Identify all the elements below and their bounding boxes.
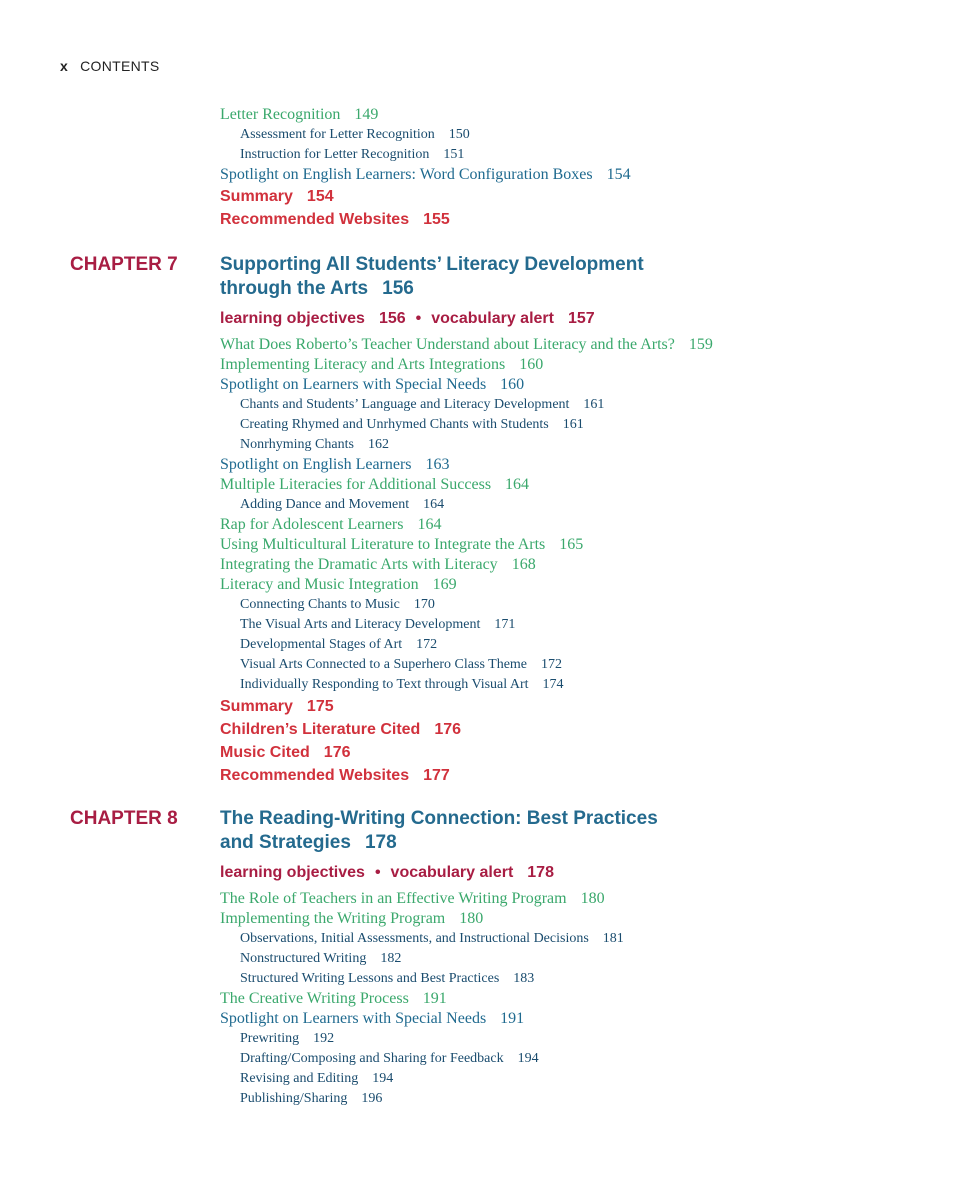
toc-entry[interactable] <box>220 355 960 375</box>
toc-entry-page: 160 <box>500 376 525 393</box>
toc-entry-title: Music Cited <box>220 744 310 761</box>
toc-entry-title: Nonstructured Writing <box>240 951 367 966</box>
toc-entry-page: 169 <box>432 576 457 593</box>
toc-entry-page: 151 <box>443 147 465 162</box>
chapter-8-title[interactable] <box>220 807 960 855</box>
toc-entry-page: 160 <box>519 356 544 373</box>
toc-entry-page: 194 <box>517 1051 539 1066</box>
toc-entry-title: Recommended Websites <box>220 211 410 228</box>
toc-entry-page: 176 <box>323 744 351 761</box>
toc-entry-title: Children’s Literature Cited <box>220 721 421 738</box>
toc-subentry[interactable] <box>220 615 960 635</box>
toc-entry-title: Creating Rhymed and Unrhymed Chants with Students <box>240 417 549 432</box>
toc-subentry[interactable] <box>220 145 960 165</box>
toc-entry[interactable] <box>220 909 960 929</box>
toc-section-entry[interactable] <box>220 764 960 787</box>
toc-entry-page: 170 <box>413 597 435 612</box>
toc-entry-title: Nonrhyming Chants <box>240 437 354 452</box>
toc-entry-title: The Role of Teachers in an Effective Writing Program <box>220 890 567 907</box>
toc-entry-title: Summary <box>220 188 293 205</box>
toc-entry-page: 180 <box>580 890 605 907</box>
toc-entry-title: Structured Writing Lessons and Best Practices <box>240 971 500 986</box>
toc-section-entry[interactable] <box>220 185 960 208</box>
toc-entry-title: Spotlight on English Learners: Word Configuration Boxes <box>220 166 593 183</box>
toc-entry-title: Using Multicultural Literature to Integrate the Arts <box>220 536 546 553</box>
toc-entry-page: 150 <box>448 127 470 142</box>
toc-entry-title: Connecting Chants to Music <box>240 597 400 612</box>
toc-entry-page: 177 <box>423 767 450 784</box>
learning-objectives-page: 156 <box>378 310 406 327</box>
chapter-7-block <box>220 253 960 787</box>
toc-subentry[interactable] <box>220 125 960 145</box>
bullet-separator: • <box>374 864 381 881</box>
toc-entry[interactable] <box>220 375 960 395</box>
page-number: x <box>60 58 69 74</box>
toc-entry-title: Letter Recognition <box>220 106 341 123</box>
chapter-7-title[interactable] <box>220 253 960 301</box>
chapter-8-objectives <box>220 863 960 883</box>
toc-entry-page: 183 <box>513 971 535 986</box>
running-head-title: CONTENTS <box>80 58 160 74</box>
toc-entry-title: Implementing Literacy and Arts Integrations <box>220 356 506 373</box>
toc-entry-title: Spotlight on English Learners <box>220 456 412 473</box>
toc-entry-page: 171 <box>494 617 516 632</box>
toc-entry-page: 165 <box>559 536 584 553</box>
toc-entry-title: Assessment for Letter Recognition <box>240 127 435 142</box>
chapter-8-label: CHAPTER 8 <box>70 808 178 829</box>
toc-entry-title: Adding Dance and Movement <box>240 497 410 512</box>
toc-entry-page: 191 <box>500 1010 525 1027</box>
toc-entry-title: Instruction for Letter Recognition <box>240 147 430 162</box>
toc-entry-title: Visual Arts Connected to a Superhero Class Theme <box>240 657 528 672</box>
toc-entry-title: Literacy and Music Integration <box>220 576 419 593</box>
toc-entry-title: Prewriting <box>240 1031 300 1046</box>
toc-entry[interactable] <box>220 575 960 595</box>
toc-entry-page: 163 <box>425 456 450 473</box>
chapter-title-line1: The Reading-Writing Connection: Best Practices <box>220 808 658 829</box>
toc-entry[interactable] <box>220 1009 960 1029</box>
toc-entry-page: 164 <box>505 476 530 493</box>
toc-subentry[interactable] <box>220 1029 960 1049</box>
toc-subentry[interactable] <box>220 675 960 695</box>
chapter-8-entries <box>220 889 960 1109</box>
toc-entry[interactable] <box>220 515 960 535</box>
toc-subentry[interactable] <box>220 949 960 969</box>
toc-subentry[interactable] <box>220 495 960 515</box>
toc-entry-page: 176 <box>434 721 462 738</box>
toc-entry-title: The Visual Arts and Literacy Development <box>240 617 481 632</box>
chapter-title-page: 156 <box>382 278 414 299</box>
toc-entry-title: Implementing the Writing Program <box>220 910 446 927</box>
toc-entry-title: What Does Roberto’s Teacher Understand about Literacy and the Arts? <box>220 336 675 353</box>
toc-entry-page: 174 <box>542 677 564 692</box>
chapter-6-tail <box>220 105 960 231</box>
toc-subentry[interactable] <box>220 1089 960 1109</box>
toc-entry-page: 194 <box>372 1071 394 1086</box>
vocabulary-alert-label[interactable]: vocabulary alert <box>390 864 514 881</box>
bullet-separator: • <box>415 310 422 327</box>
toc-entry-page: 149 <box>354 106 379 123</box>
toc-entry-page: 196 <box>361 1091 383 1106</box>
toc-entry[interactable] <box>220 989 960 1009</box>
toc-entry-page: 154 <box>606 166 631 183</box>
toc-entry-page: 172 <box>541 657 563 672</box>
toc-entry-page: 164 <box>417 516 442 533</box>
toc-entry-title: Rap for Adolescent Learners <box>220 516 404 533</box>
chapter-7-objectives <box>220 309 960 329</box>
toc-subentry[interactable] <box>220 969 960 989</box>
toc-entry-title: Developmental Stages of Art <box>240 637 403 652</box>
toc-subentry[interactable] <box>220 655 960 675</box>
toc-section-entry[interactable] <box>220 208 960 231</box>
toc-entry-page: 182 <box>380 951 402 966</box>
toc-entry-title: Publishing/Sharing <box>240 1091 348 1106</box>
vocabulary-alert-label[interactable]: vocabulary alert <box>431 310 554 327</box>
toc-entry-page: 159 <box>688 336 713 353</box>
toc-entry-page: 161 <box>562 417 584 432</box>
toc-entry-page: 154 <box>306 188 334 205</box>
chapter-title-page: 178 <box>364 832 397 853</box>
toc-entry-title: Chants and Students’ Language and Literacy Development <box>240 397 570 412</box>
toc-subentry[interactable] <box>220 635 960 655</box>
toc-subentry[interactable] <box>220 435 960 455</box>
toc-entry[interactable] <box>220 889 960 909</box>
toc-subentry[interactable] <box>220 929 960 949</box>
toc-entry[interactable] <box>220 475 960 495</box>
toc-subentry[interactable] <box>220 1049 960 1069</box>
toc-entry-page: 192 <box>313 1031 335 1046</box>
chapter-title-line2: through the Arts <box>220 278 369 299</box>
toc-subentry[interactable] <box>220 395 960 415</box>
vocabulary-alert-page: 157 <box>567 310 595 327</box>
toc-entry-page: 172 <box>416 637 438 652</box>
toc-entry-title: The Creative Writing Process <box>220 990 409 1007</box>
toc-subentry[interactable] <box>220 415 960 435</box>
toc-entry-title: Recommended Websites <box>220 767 410 784</box>
toc-entry-title: Drafting/Composing and Sharing for Feedback <box>240 1051 504 1066</box>
toc-entry-page: 161 <box>583 397 605 412</box>
learning-objectives-label[interactable]: learning objectives <box>220 310 365 327</box>
toc-section-entry[interactable] <box>220 695 960 718</box>
toc-entry-page: 162 <box>367 437 389 452</box>
chapter-title-line2: and Strategies <box>220 832 351 853</box>
toc-entry-page: 191 <box>422 990 447 1007</box>
learning-objectives-label[interactable]: learning objectives <box>220 864 365 881</box>
toc-entry[interactable] <box>220 165 960 185</box>
toc-section-entry[interactable] <box>220 741 960 764</box>
chapter-8-block <box>220 807 960 1109</box>
toc-entry[interactable] <box>220 455 960 475</box>
toc-entry[interactable] <box>220 335 960 355</box>
toc-entry[interactable] <box>220 535 960 555</box>
toc-entry-page: 181 <box>602 931 624 946</box>
toc-entry-title: Summary <box>220 698 293 715</box>
toc-entry-title: Multiple Literacies for Additional Success <box>220 476 492 493</box>
toc-entry-page: 164 <box>423 497 445 512</box>
toc-entry-title: Individually Responding to Text through Visual Art <box>240 677 529 692</box>
chapter-7-entries <box>220 335 960 787</box>
toc-entry-page: 155 <box>423 211 450 228</box>
chapter-title-line1: Supporting All Students’ Literacy Development <box>220 254 644 275</box>
toc-entry-page: 168 <box>511 556 536 573</box>
toc-entry-page: 180 <box>459 910 484 927</box>
toc-entry-title: Spotlight on Learners with Special Needs <box>220 376 487 393</box>
toc-entry-title: Integrating the Dramatic Arts with Literacy <box>220 556 498 573</box>
toc-entry[interactable] <box>220 555 960 575</box>
toc-subentry[interactable] <box>220 595 960 615</box>
toc-entry-title: Spotlight on Learners with Special Needs <box>220 1010 487 1027</box>
toc-entry-title: Revising and Editing <box>240 1071 359 1086</box>
toc-subentry[interactable] <box>220 1069 960 1089</box>
toc-entry-page: 175 <box>306 698 334 715</box>
toc-entry[interactable] <box>220 105 960 125</box>
toc-section-entry[interactable] <box>220 718 960 741</box>
toc-entry-title: Observations, Initial Assessments, and Instructional Decisions <box>240 931 589 946</box>
chapter-7-label: CHAPTER 7 <box>70 254 178 275</box>
running-head <box>60 58 160 74</box>
vocabulary-alert-page: 178 <box>527 864 554 881</box>
